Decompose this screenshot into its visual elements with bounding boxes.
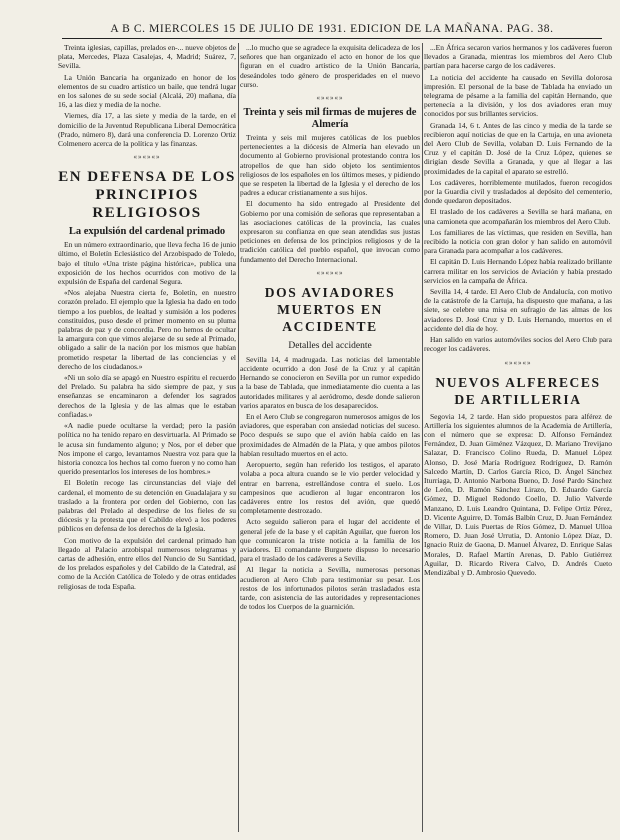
article-paragraph: Los familiares de las víctimas, que residen en Sevilla, han recibido la noticia con gran dolor y han salido en automóvil para Granada para acompañar a los cadáveres. xyxy=(424,227,612,256)
article-paragraph: ...En África secaron varios hermanos y los cadáveres fueron llevados a Granada, mientras los miembros del Aero Club partían para hacerse cargo de los cadáveres. xyxy=(424,43,612,71)
column-rule-right xyxy=(422,43,423,832)
column-1 xyxy=(58,43,236,834)
article-paragraph: Han salido en varios automóviles socios del Aero Club para recoger los cadáveres. xyxy=(424,335,612,354)
column-3 xyxy=(424,43,612,834)
article-paragraph: «Ni un solo día se apagó en Nuestro espíritu el recuerdo del Prelado. Su palabra ha sido siempre de paz, y sus enseñanzas se encaminaron a defender los sagrados derechos de la Iglesia y de las almas que le estaban confiadas.» xyxy=(58,373,236,419)
notice-paragraph: Viernes, día 17, a las siete y media de la tarde, en el domicilio de la Juventud Republicana Liberal Democrática (Prado, número 8), dará una conferencia D. Lorenzo Ortiz Colmenero acerca de la política y las finanzas. xyxy=(58,111,236,149)
section-headline: NUEVOS ALFERECES DE ARTILLERIA xyxy=(435,374,601,407)
column-rule-left xyxy=(238,43,239,832)
ornament-separator: «»«»«» xyxy=(316,94,344,103)
ornament-separator: «»«»«» xyxy=(316,268,344,277)
article-paragraph: Sevilla 14, 4 tarde. El Aero Club de Andalucía, con motivo de la catástrofe de la Cartuja, ha dispuesto que mañana, a las siete, se celebre una misa en sufragio de las almas de los aviadores D. José Cruz y D. Luis Hernando, muertos en el accidente del día de hoy. xyxy=(424,287,612,333)
article-paragraph: Acto seguido salieron para el lugar del accidente el general jefe de la base y el capitán Aguilar, que fueron los que comunicaron la triste noticia a la familia de los aviadores. El comandante Burguete dispuso lo necesario para el traslado de los cadáveres a Sevilla. xyxy=(240,517,420,564)
article-paragraph: El documento ha sido entregado al Presidente del Gobierno por una comisión de señoras que representaban a las asociaciones católicas de la provincia, las cuales expresaron su confianza en que sean atendidas sus justas peticiones en defensa de los principios religiosos y de la tradición católica del pueblo español, que invocan como fundamento del Derecho Internacional. xyxy=(240,199,420,264)
article-subhead: La expulsión del cardenal primado xyxy=(68,226,226,238)
article-paragraph: Sevilla 14, 4 madrugada. Las noticias del lamentable accidente ocurrido a don José de la Cruz y al capitán Hernando se conocieron en Sevilla por un rumor expedido a la base de Tablada, que inmediatamente dio cuenta a las autoridades militares y al aeródromo, desde donde salieron varios aparatos en busca de los desaparecidos. xyxy=(240,354,420,410)
article-paragraph: «Nos alejaba Nuestra cierta fe, Boletín, en nuestro corazón prelado. El ejemplo que la Iglesia ha dado en todo tiempo a los pueblos, de lealtad y sumisión a los poderes constituidos, puso desde el primer momento en su pluma palabras de paz y de concordia. Pero no hemos de ocultar la amargura con que vimos alejarse de su sede al Primado, obligado a salir de la nación por los mismos que habían prometido respetar la libertad de las conciencias y el derecho de los ciudadanos.» xyxy=(58,288,236,371)
notice-paragraph: Treinta iglesias, capillas, prelados en-... nueve objetos de plata, Mercedes, Plaza Casalejas, 4, Madrid; Suárez, 7, Sevilla. xyxy=(58,43,236,71)
column-2 xyxy=(240,43,420,834)
article-paragraph: El traslado de los cadáveres a Sevilla se hará mañana, en una camioneta que acompañarán los miembros del Aero Club. xyxy=(424,207,612,226)
article-paragraph: Aeropuerto, según han referido los testigos, el aparato volaba a poca altura cuando se le vio perder velocidad y entrar en barrena, estrellándose contra el suelo. Los campesinos que acudieron al lugar encontraron los cadáveres entre los restos del avión, que quedó completamente destrozado. xyxy=(240,460,420,516)
article-paragraph: Al llegar la noticia a Sevilla, numerosas personas acudieron al Aero Club para testimoniar su pesar. Los restos de los infortunados pilotos serán trasladados esta tarde, con asistencia de las autoridades y representaciones de todos los Cuerpos de la guarnición. xyxy=(240,565,420,612)
article-subhead: Detalles del accidente xyxy=(288,340,372,351)
notice-paragraph: ...lo mucho que se agradece la exquisita delicadeza de los señores que han organizado el acto en honor de los que figuran en el cuadro artístico de la Unión Bancaria, deseándoles todo género de prosperidades en el nuevo curso. xyxy=(240,43,420,89)
page-header: A B C. MIERCOLES 15 DE JULIO DE 1931. EDICION DE LA MAÑANA. PAG. 38. xyxy=(62,20,602,39)
ornament-separator: «»«»«» xyxy=(133,153,161,162)
article-paragraph: Con motivo de la expulsión del cardenal primado han llegado al Palacio arzobispal numerosos telegramas y cartas de adhesión, entre ellos del Nuncio de Su Santidad, de los prelados españoles y del Cabildo de la Catedral, así como de la Acción Católica de Toledo y de otras entidades religiosas de toda España. xyxy=(58,535,236,591)
article-paragraph: La noticia del accidente ha causado en Sevilla dolorosa impresión. El personal de la base de Tablada ha enviado un telegrama de pésame a la familia del capitán Hernando, que pertenecía a la división, y los dos aviadores eran muy conocidos por sus brillantes servicios. xyxy=(424,72,612,119)
article-paragraph: Segovia 14, 2 tarde. Han sido propuestos para alférez de Artillería los siguientes alumnos de la Academia de Artillería, con el número que se expresa: D. Alfonso Fernández Fernández, D. Juan Giménez Vázquez, D. Mariano Trevijano Salazar, D. Francisco Colino Rueda, D. Manuel López Alonso, D. José María Rodríguez Rodríguez, D. Ramón Salcedo Martín, D. Carlos García Rico, D. Ángel Sánchez Iturriaga, D. Antonio Narbona Bueno, D. José Pardo Sánchez de León, D. Ramón Sánchez Lirazo, D. Eduardo García Gómez, D. Miguel Redondo Coello, D. Julio Valverde Manzano, D. Luis Leandro Quintana, D. Felipe Ortiz Pérez, D. Vicente Aguirre, D. Tomás Balbín Cruz, D. Juan Fernández de Villar, D. Luis Puertas de Ríos Gómez, D. Manuel Ulloa Romero, D. Juan José Urrutia, D. Antonio López Díaz, D. Ignacio Ruiz de Gaona, D. Manuel Álvarez, D. Enrique Salas Morales, D. Rafael Martín Arenas, D. Pablo Gutiérrez Aguilar, D. Ricardo Rivera Calvo, D. Andrés Cueto Mendizábal y D. Ambrosio Quevedo. xyxy=(424,411,612,577)
section-headline: EN DEFENSA DE LOS PRINCIPIOS RELIGIOSOS xyxy=(58,169,236,222)
ornament-separator: «»«»«» xyxy=(504,358,532,367)
article-paragraph: Treinta y seis mil mujeres católicas de los pueblos pertenecientes a la diócesis de Almería han elevado un documento al Gobierno provisional protestando contra los atropellos de que han sido objeto los sentimientos religiosos de los españoles en los últimos meses, y pidiendo que se respeten la libertad de la Iglesia y el derecho de los padres a educar cristianamente a sus hijos. xyxy=(240,133,420,198)
article-paragraph: Los cadáveres, horriblemente mutilados, fueron recogidos por la Guardia civil y trasladados al depósito del cementerio, donde quedaron depositados. xyxy=(424,177,612,206)
section-headline: DOS AVIADORES MUERTOS EN ACCIDENTE xyxy=(264,284,396,334)
article-paragraph: Granada 14, 6 t. Antes de las cinco y media de la tarde se recibieron aquí noticias de que en la Cartuja, en una avioneta del Aero Club de Sevilla, volaban D. Luis Fernando de la Cruz y el capitán D. José de la Cruz López, quienes se dirigían desde Sevilla a Granada, y que al llegar a las proximidades de la capital el aparato se estrelló. xyxy=(424,120,612,176)
article-paragraph: En un número extraordinario, que lleva fecha 16 de junio último, el Boletín Eclesiástico del Arzobispado de Toledo, bajo el título «Una triste página histórica», publica una exposición de los hechos ocurridos con motivo de la expulsión de España del cardenal Segura. xyxy=(58,240,236,287)
article-paragraph: En el Aero Club se congregaron numerosos amigos de los aviadores, que esperaban con ansiedad noticias del suceso. Poco después se supo que el avión había caído en las proximidades de Almadén de la Plata, y que ambos pilotos habían resultado muertos en el acto. xyxy=(240,412,420,458)
article-paragraph: El capitán D. Luis Hernando López había realizado brillante carrera militar en los servicios de Aviación y había prestado servicios en la campaña de África. xyxy=(424,257,612,285)
article-headline: Treinta y seis mil firmas de mujeres de Almería xyxy=(243,107,417,131)
article-paragraph: El Boletín recoge las circunstancias del viaje del cardenal, el momento de su detención en Guadalajara y su traslado a la frontera por orden del Gobierno, con las palabras del Prelado al despedirse de los fieles de su diócesis y la protesta que el Cabildo elevó a los poderes públicos en defensa de los derechos de la Iglesia. xyxy=(58,478,236,534)
article-paragraph: «A nadie puede ocultarse la verdad; pero la pasión política no ha tenido reparo en desvirtuarla. Al Primado se le acusa sin fundamento alguno; y Nos, por el deber que Nos impone el cargo, levantamos Nuestra voz para que la historia conozca los hechos tal como fueron y no como han querido presentarlos los intereses de los hombres.» xyxy=(58,421,236,477)
notice-paragraph: La Unión Bancaria ha organizado en honor de los elementos de su cuadro artístico un baile, que tendrá lugar en los salones de su sede social (Alcalá, 20) mañana, día 16, a las diez y media de la noche. xyxy=(58,72,236,110)
